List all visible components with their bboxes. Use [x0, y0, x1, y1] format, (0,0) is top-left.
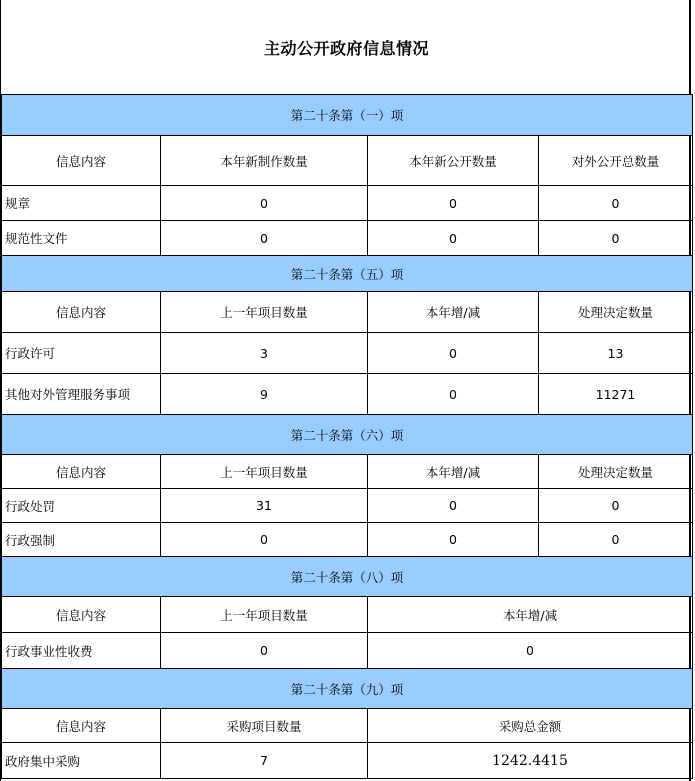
table-cell: 0 [161, 221, 368, 256]
table-cell: 0 [368, 633, 693, 669]
section-header-row [2, 669, 693, 709]
column-header: 上一年项目数量 [161, 292, 368, 333]
section-header: 第二十条第（五）项 [2, 256, 693, 292]
table-cell: 3 [161, 333, 368, 374]
table-cell: 0 [161, 633, 368, 669]
table-cell: 0 [539, 489, 693, 523]
column-header: 采购总金额 [368, 709, 693, 743]
column-header: 上一年项目数量 [161, 455, 368, 489]
row-label: 行政处罚 [2, 489, 161, 523]
table-cell: 0 [539, 186, 693, 221]
column-header: 上一年项目数量 [161, 597, 368, 633]
section-header: 第二十条第（一）项 [2, 95, 693, 136]
table-cell: 0 [368, 186, 539, 221]
section-header-row [2, 557, 693, 597]
column-header: 信息内容 [2, 455, 161, 489]
row-label: 政府集中采购 [2, 743, 161, 779]
table-cell: 0 [161, 523, 368, 557]
column-header: 本年增/减 [368, 597, 693, 633]
column-header: 信息内容 [2, 292, 161, 333]
column-header: 对外公开总数量 [539, 136, 693, 186]
page-title: 主动公开政府信息情况 [263, 38, 429, 58]
column-header-row [2, 455, 693, 489]
table-cell: 11271 [539, 374, 693, 415]
table-row [2, 523, 693, 557]
section-header: 第二十条第（九）项 [2, 669, 693, 709]
section-header: 第二十条第（八）项 [2, 557, 693, 597]
table-cell: 9 [161, 374, 368, 415]
table-row [2, 743, 693, 779]
table-row [2, 489, 693, 523]
section-header-row [2, 415, 693, 455]
section-header: 第二十条第（六）项 [2, 415, 693, 455]
table-cell: 13 [539, 333, 693, 374]
table-cell: 0 [539, 221, 693, 256]
section-header-row [2, 95, 693, 136]
row-label: 规范性文件 [2, 221, 161, 256]
column-header-row [2, 597, 693, 633]
disclosure-table [1, 94, 693, 779]
table-cell: 0 [368, 333, 539, 374]
table-cell: 0 [368, 374, 539, 415]
table-row [2, 374, 693, 415]
column-header: 信息内容 [2, 136, 161, 186]
table-cell: 0 [368, 221, 539, 256]
table-row [2, 221, 693, 256]
column-header: 本年增/减 [368, 292, 539, 333]
row-label: 行政强制 [2, 523, 161, 557]
table-row [2, 333, 693, 374]
column-header: 处理决定数量 [539, 292, 693, 333]
column-header: 信息内容 [2, 709, 161, 743]
table-cell: 7 [161, 743, 368, 779]
table-cell: 0 [368, 489, 539, 523]
row-label: 其他对外管理服务事项 [2, 374, 161, 415]
column-header: 本年新制作数量 [161, 136, 368, 186]
column-header-row [2, 136, 693, 186]
table-cell: 31 [161, 489, 368, 523]
column-header: 处理决定数量 [539, 455, 693, 489]
column-header: 本年新公开数量 [368, 136, 539, 186]
column-header: 信息内容 [2, 597, 161, 633]
table-row [2, 633, 693, 669]
column-header-row [2, 292, 693, 333]
table-cell: 0 [539, 523, 693, 557]
row-label: 规章 [2, 186, 161, 221]
table-row [2, 186, 693, 221]
section-header-row [2, 256, 693, 292]
column-header-row [2, 709, 693, 743]
column-header: 本年增/减 [368, 455, 539, 489]
row-label: 行政许可 [2, 333, 161, 374]
table-cell: 1242.4415 [368, 743, 693, 779]
row-label: 行政事业性收费 [2, 633, 161, 669]
table-cell: 0 [368, 523, 539, 557]
table-cell: 0 [161, 186, 368, 221]
column-header: 采购项目数量 [161, 709, 368, 743]
